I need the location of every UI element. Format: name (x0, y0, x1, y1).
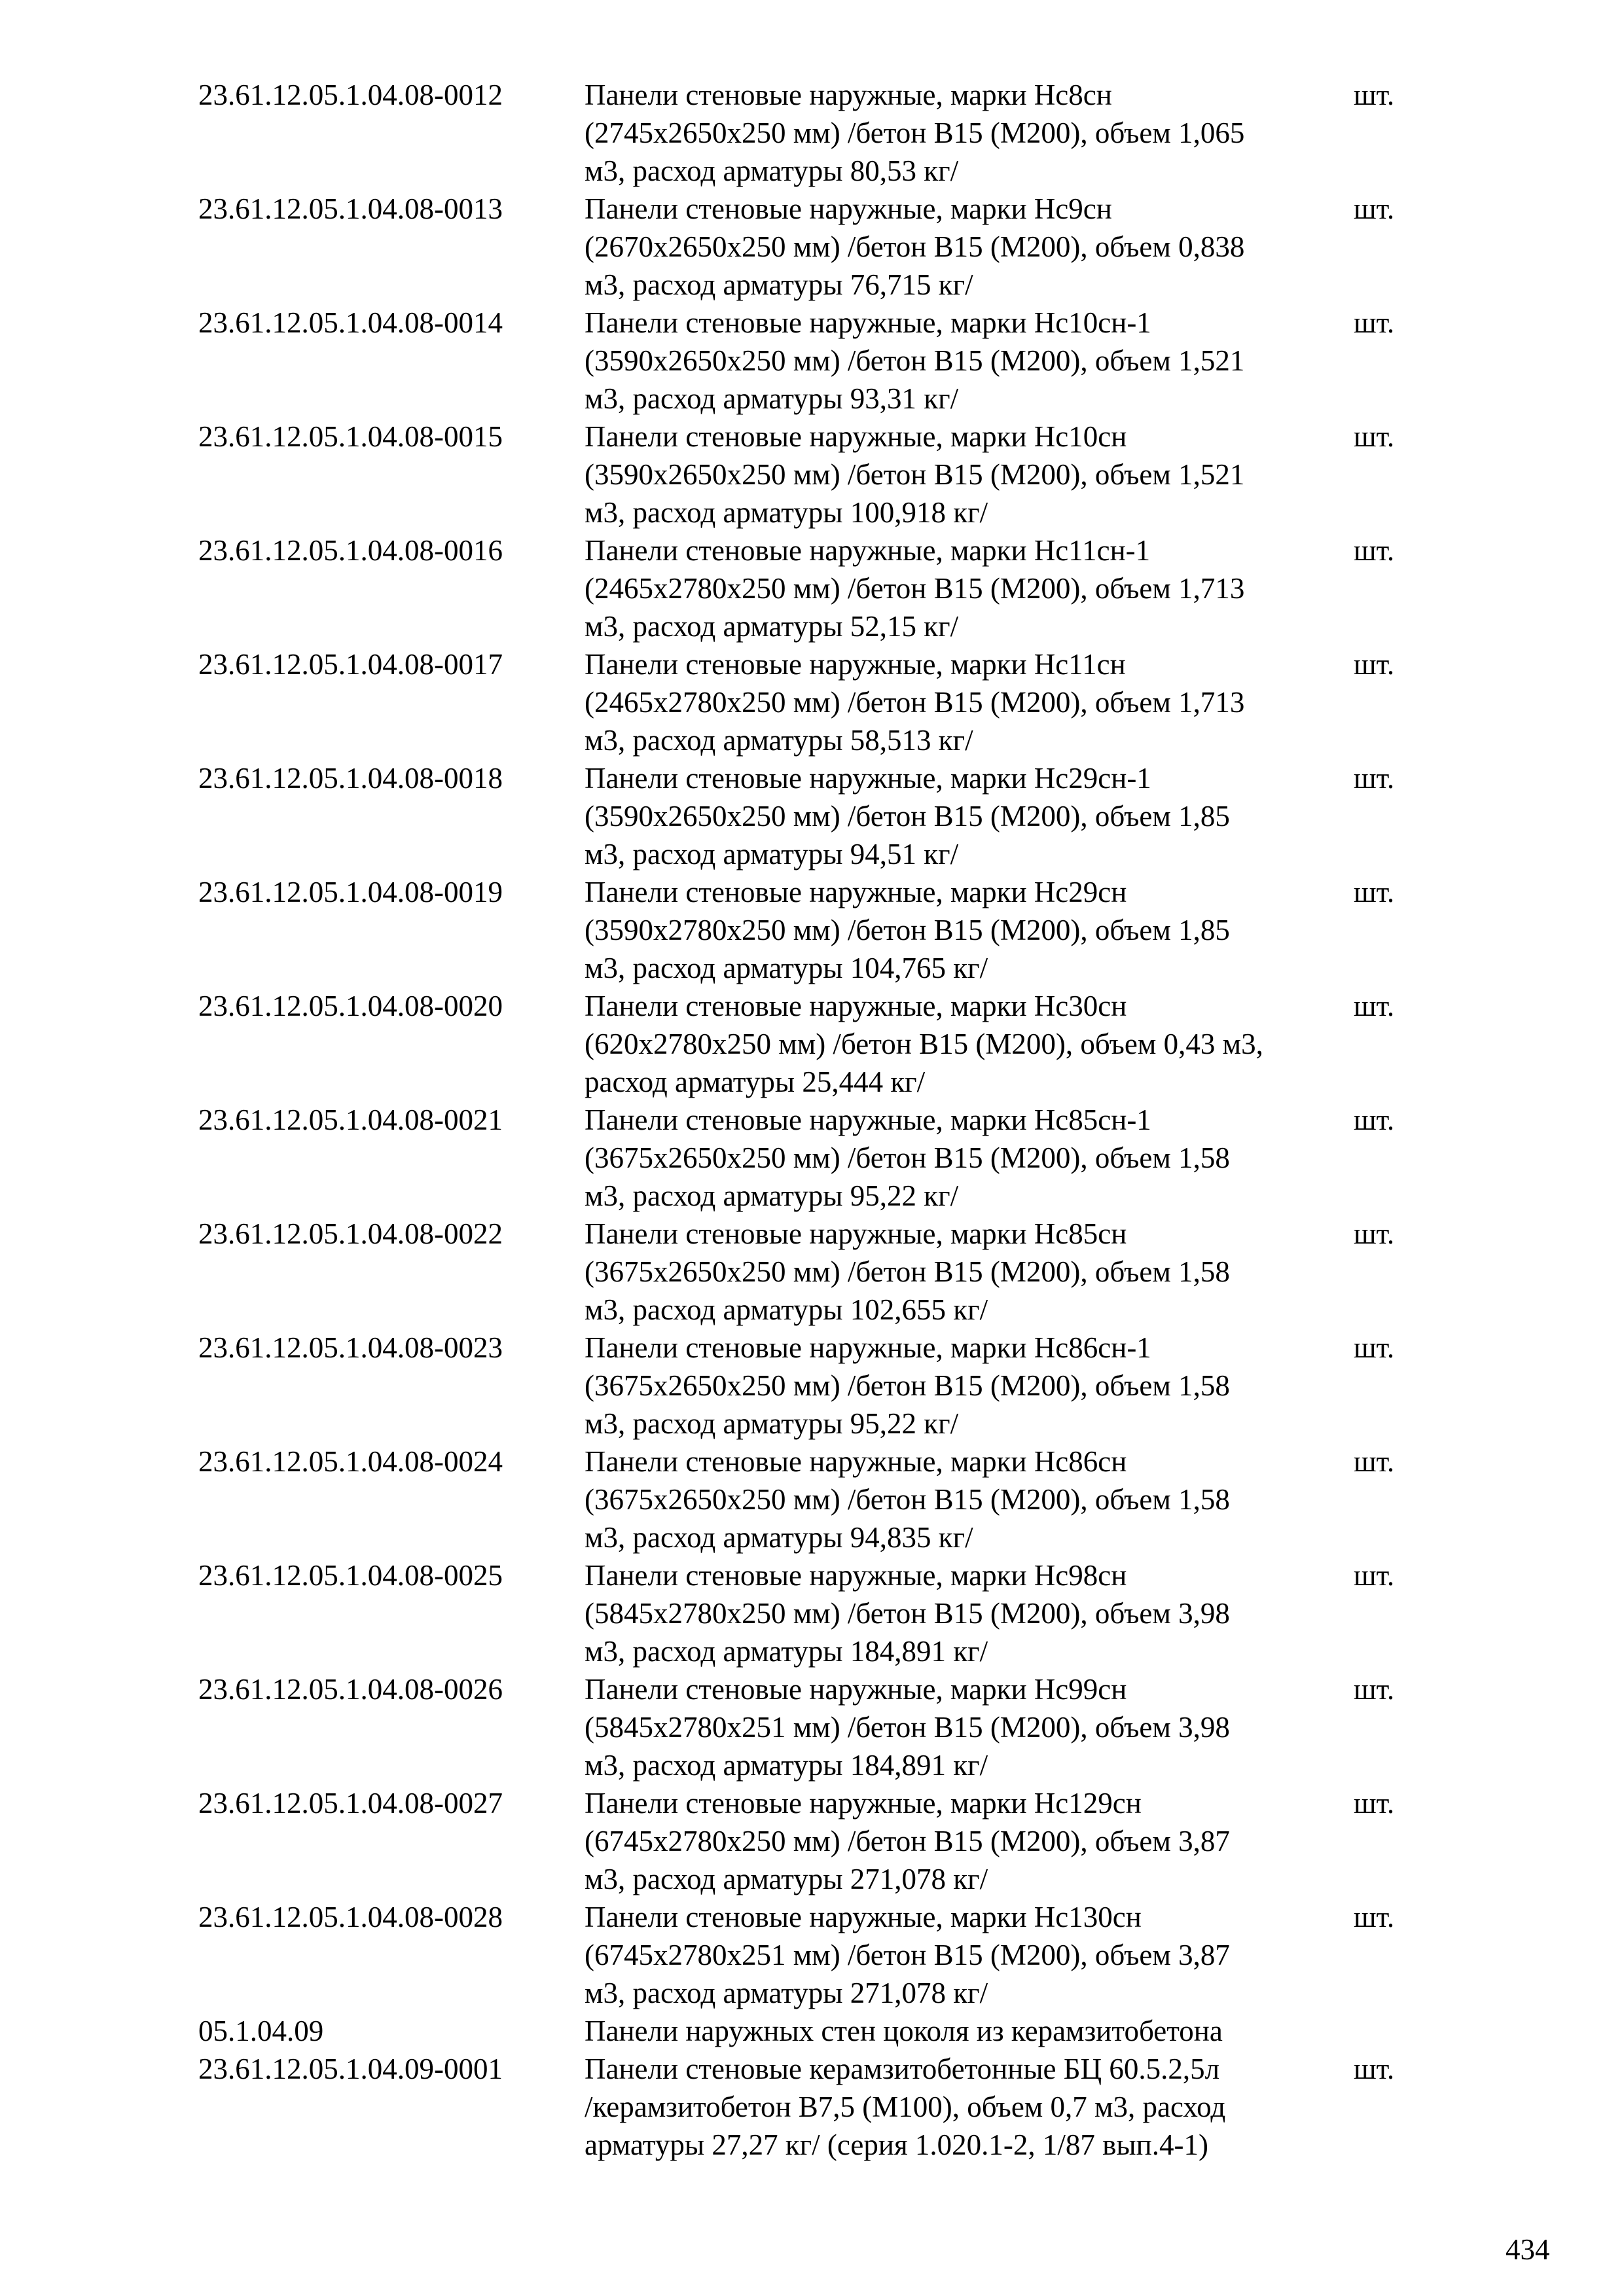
description-line: м3, расход арматуры 76,715 кг/ (585, 268, 973, 301)
description-line: расход арматуры 25,444 кг/ (585, 1066, 926, 1098)
item-code: 23.61.12.05.1.04.08-0018 (198, 762, 503, 795)
item-description (585, 987, 1354, 1101)
item-unit: шт. (1354, 192, 1395, 225)
description-line: Панели стеновые наружные, марки Нс11сн (585, 648, 1126, 681)
item-description (585, 304, 1354, 418)
description-line: м3, расход арматуры 93,31 кг/ (585, 382, 959, 415)
item-code: 23.61.12.05.1.04.08-0020 (198, 990, 503, 1022)
page-number: 434 (1506, 2233, 1550, 2266)
description-line: (3590х2650х250 мм) /бетон В15 (М200), объем 1,521 (585, 344, 1245, 377)
item-unit: шт. (1354, 1787, 1395, 1820)
description-line: м3, расход арматуры 94,51 кг/ (585, 838, 959, 870)
item-description (585, 873, 1354, 987)
table-row (198, 418, 1442, 531)
description-line: Панели стеновые наружные, марки Нс30сн (585, 990, 1127, 1022)
description-line: Панели стеновые керамзитобетонные БЦ 60.5.2,5л (585, 2053, 1220, 2085)
item-unit: шт. (1354, 420, 1395, 453)
description-line: Панели стеновые наружные, марки Нс11сн-1 (585, 534, 1151, 567)
description-line: Панели стеновые наружные, марки Нс9сн (585, 192, 1112, 225)
description-line: м3, расход арматуры 52,15 кг/ (585, 610, 959, 643)
item-code: 23.61.12.05.1.04.08-0027 (198, 1787, 503, 1820)
item-unit: шт. (1354, 1901, 1395, 1933)
description-line: Панели стеновые наружные, марки Нс98сн (585, 1559, 1127, 1592)
item-unit: шт. (1354, 1673, 1395, 1706)
item-unit: шт. (1354, 79, 1395, 111)
description-line: м3, расход арматуры 94,835 кг/ (585, 1521, 973, 1554)
description-line: (5845х2780х251 мм) /бетон В15 (М200), объем 3,98 (585, 1711, 1230, 1744)
table-row (198, 1898, 1442, 2012)
table-row (198, 531, 1442, 645)
description-line: (2465х2780х250 мм) /бетон В15 (М200), объем 1,713 (585, 572, 1245, 605)
item-description (585, 1443, 1354, 1556)
item-description (585, 1670, 1354, 1784)
table-row (198, 304, 1442, 418)
item-description (585, 2012, 1354, 2050)
description-line: Панели стеновые наружные, марки Нс85сн (585, 1217, 1127, 1250)
item-description (585, 1784, 1354, 1898)
item-unit: шт. (1354, 1331, 1395, 1364)
item-description (585, 1215, 1354, 1329)
item-code: 23.61.12.05.1.04.08-0019 (198, 876, 503, 908)
table-row (198, 1215, 1442, 1329)
item-description (585, 1898, 1354, 2012)
table-row (198, 1556, 1442, 1670)
item-code: 23.61.12.05.1.04.08-0014 (198, 306, 503, 339)
description-line: (6745х2780х251 мм) /бетон В15 (М200), объем 3,87 (585, 1939, 1230, 1971)
item-code: 23.61.12.05.1.04.08-0023 (198, 1331, 503, 1364)
description-line: Панели стеновые наружные, марки Нс99сн (585, 1673, 1127, 1706)
description-line: (3590х2650х250 мм) /бетон В15 (М200), объем 1,85 (585, 800, 1230, 833)
description-line: м3, расход арматуры 271,078 кг/ (585, 1977, 988, 2009)
description-line: (2670х2650х250 мм) /бетон В15 (М200), объем 0,838 (585, 230, 1245, 263)
item-code: 23.61.12.05.1.04.08-0021 (198, 1103, 503, 1136)
item-unit: шт. (1354, 306, 1395, 339)
item-unit: шт. (1354, 762, 1395, 795)
item-unit: шт. (1354, 534, 1395, 567)
description-line: (3590х2780х250 мм) /бетон В15 (М200), объем 1,85 (585, 914, 1230, 946)
description-line: (6745х2780х250 мм) /бетон В15 (М200), объем 3,87 (585, 1825, 1230, 1857)
table-row (198, 190, 1442, 304)
item-unit: шт. (1354, 2053, 1395, 2085)
description-line: м3, расход арматуры 95,22 кг/ (585, 1179, 959, 1212)
description-line: м3, расход арматуры 184,891 кг/ (585, 1635, 988, 1668)
description-line: (3675х2650х250 мм) /бетон В15 (М200), объем 1,58 (585, 1255, 1230, 1288)
description-line: м3, расход арматуры 271,078 кг/ (585, 1863, 988, 1895)
description-line: (620х2780х250 мм) /бетон В15 (М200), объем 0,43 м3, (585, 1028, 1263, 1060)
table-row (198, 1329, 1442, 1443)
description-line: Панели наружных стен цоколя из керамзитобетона (585, 2015, 1223, 2047)
table-row (198, 1443, 1442, 1556)
item-description (585, 76, 1354, 190)
item-description (585, 418, 1354, 531)
table-row (198, 1784, 1442, 1898)
table-row (198, 2012, 1442, 2050)
item-description (585, 2050, 1354, 2164)
table-row (198, 76, 1442, 190)
item-code: 23.61.12.05.1.04.08-0013 (198, 192, 503, 225)
description-line: арматуры 27,27 кг/ (серия 1.020.1-2, 1/87 вып.4-1) (585, 2128, 1208, 2161)
item-code: 23.61.12.05.1.04.08-0028 (198, 1901, 503, 1933)
description-line: Панели стеновые наружные, марки Нс8сн (585, 79, 1112, 111)
description-line: м3, расход арматуры 100,918 кг/ (585, 496, 988, 529)
item-description (585, 645, 1354, 759)
description-line: м3, расход арматуры 184,891 кг/ (585, 1749, 988, 1782)
price-list-table (198, 76, 1442, 2164)
item-description (585, 1556, 1354, 1670)
description-line: Панели стеновые наружные, марки Нс85сн-1 (585, 1103, 1151, 1136)
description-line: Панели стеновые наружные, марки Нс129сн (585, 1787, 1142, 1820)
description-line: Панели стеновые наружные, марки Нс86сн (585, 1445, 1127, 1478)
item-description (585, 1101, 1354, 1215)
table-row (198, 759, 1442, 873)
description-line: Панели стеновые наружные, марки Нс29сн-1 (585, 762, 1151, 795)
item-description (585, 759, 1354, 873)
description-line: м3, расход арматуры 95,22 кг/ (585, 1407, 959, 1440)
description-line: Панели стеновые наружные, марки Нс10сн (585, 420, 1127, 453)
description-line: м3, расход арматуры 102,655 кг/ (585, 1293, 988, 1326)
item-unit: шт. (1354, 990, 1395, 1022)
description-line: Панели стеновые наружные, марки Нс29сн (585, 876, 1127, 908)
item-description (585, 1329, 1354, 1443)
description-line: м3, расход арматуры 80,53 кг/ (585, 154, 959, 187)
description-line: (3675х2650х250 мм) /бетон В15 (М200), объем 1,58 (585, 1369, 1230, 1402)
item-code: 23.61.12.05.1.04.08-0015 (198, 420, 503, 453)
description-line: (5845х2780х250 мм) /бетон В15 (М200), объем 3,98 (585, 1597, 1230, 1630)
description-line: (2465х2780х250 мм) /бетон В15 (М200), объем 1,713 (585, 686, 1245, 719)
item-code: 23.61.12.05.1.04.08-0016 (198, 534, 503, 567)
description-line: (3675х2650х250 мм) /бетон В15 (М200), объем 1,58 (585, 1483, 1230, 1516)
description-line: м3, расход арматуры 58,513 кг/ (585, 724, 973, 757)
description-line: Панели стеновые наружные, марки Нс10сн-1 (585, 306, 1151, 339)
description-line: м3, расход арматуры 104,765 кг/ (585, 952, 988, 984)
item-code: 23.61.12.05.1.04.08-0017 (198, 648, 503, 681)
item-code: 23.61.12.05.1.04.08-0024 (198, 1445, 503, 1478)
item-code: 05.1.04.09 (198, 2015, 324, 2047)
item-code: 23.61.12.05.1.04.08-0026 (198, 1673, 503, 1706)
description-line: /керамзитобетон В7,5 (М100), объем 0,7 м3, расход (585, 2090, 1226, 2123)
item-unit: шт. (1354, 1217, 1395, 1250)
item-unit: шт. (1354, 1103, 1395, 1136)
item-description (585, 190, 1354, 304)
table-row (198, 987, 1442, 1101)
table-row (198, 645, 1442, 759)
item-code: 23.61.12.05.1.04.09-0001 (198, 2053, 503, 2085)
table-row (198, 873, 1442, 987)
table-row (198, 1101, 1442, 1215)
item-unit: шт. (1354, 1559, 1395, 1592)
item-description (585, 531, 1354, 645)
description-line: (3590х2650х250 мм) /бетон В15 (М200), объем 1,521 (585, 458, 1245, 491)
table-row (198, 2050, 1442, 2164)
item-code: 23.61.12.05.1.04.08-0025 (198, 1559, 503, 1592)
item-unit: шт. (1354, 876, 1395, 908)
description-line: Панели стеновые наружные, марки Нс86сн-1 (585, 1331, 1151, 1364)
item-unit: шт. (1354, 648, 1395, 681)
description-line: (2745х2650х250 мм) /бетон В15 (М200), объем 1,065 (585, 117, 1245, 149)
item-unit: шт. (1354, 1445, 1395, 1478)
item-code: 23.61.12.05.1.04.08-0012 (198, 79, 503, 111)
table-row (198, 1670, 1442, 1784)
description-line: Панели стеновые наружные, марки Нс130сн (585, 1901, 1142, 1933)
description-line: (3675х2650х250 мм) /бетон В15 (М200), объем 1,58 (585, 1141, 1230, 1174)
item-code: 23.61.12.05.1.04.08-0022 (198, 1217, 503, 1250)
